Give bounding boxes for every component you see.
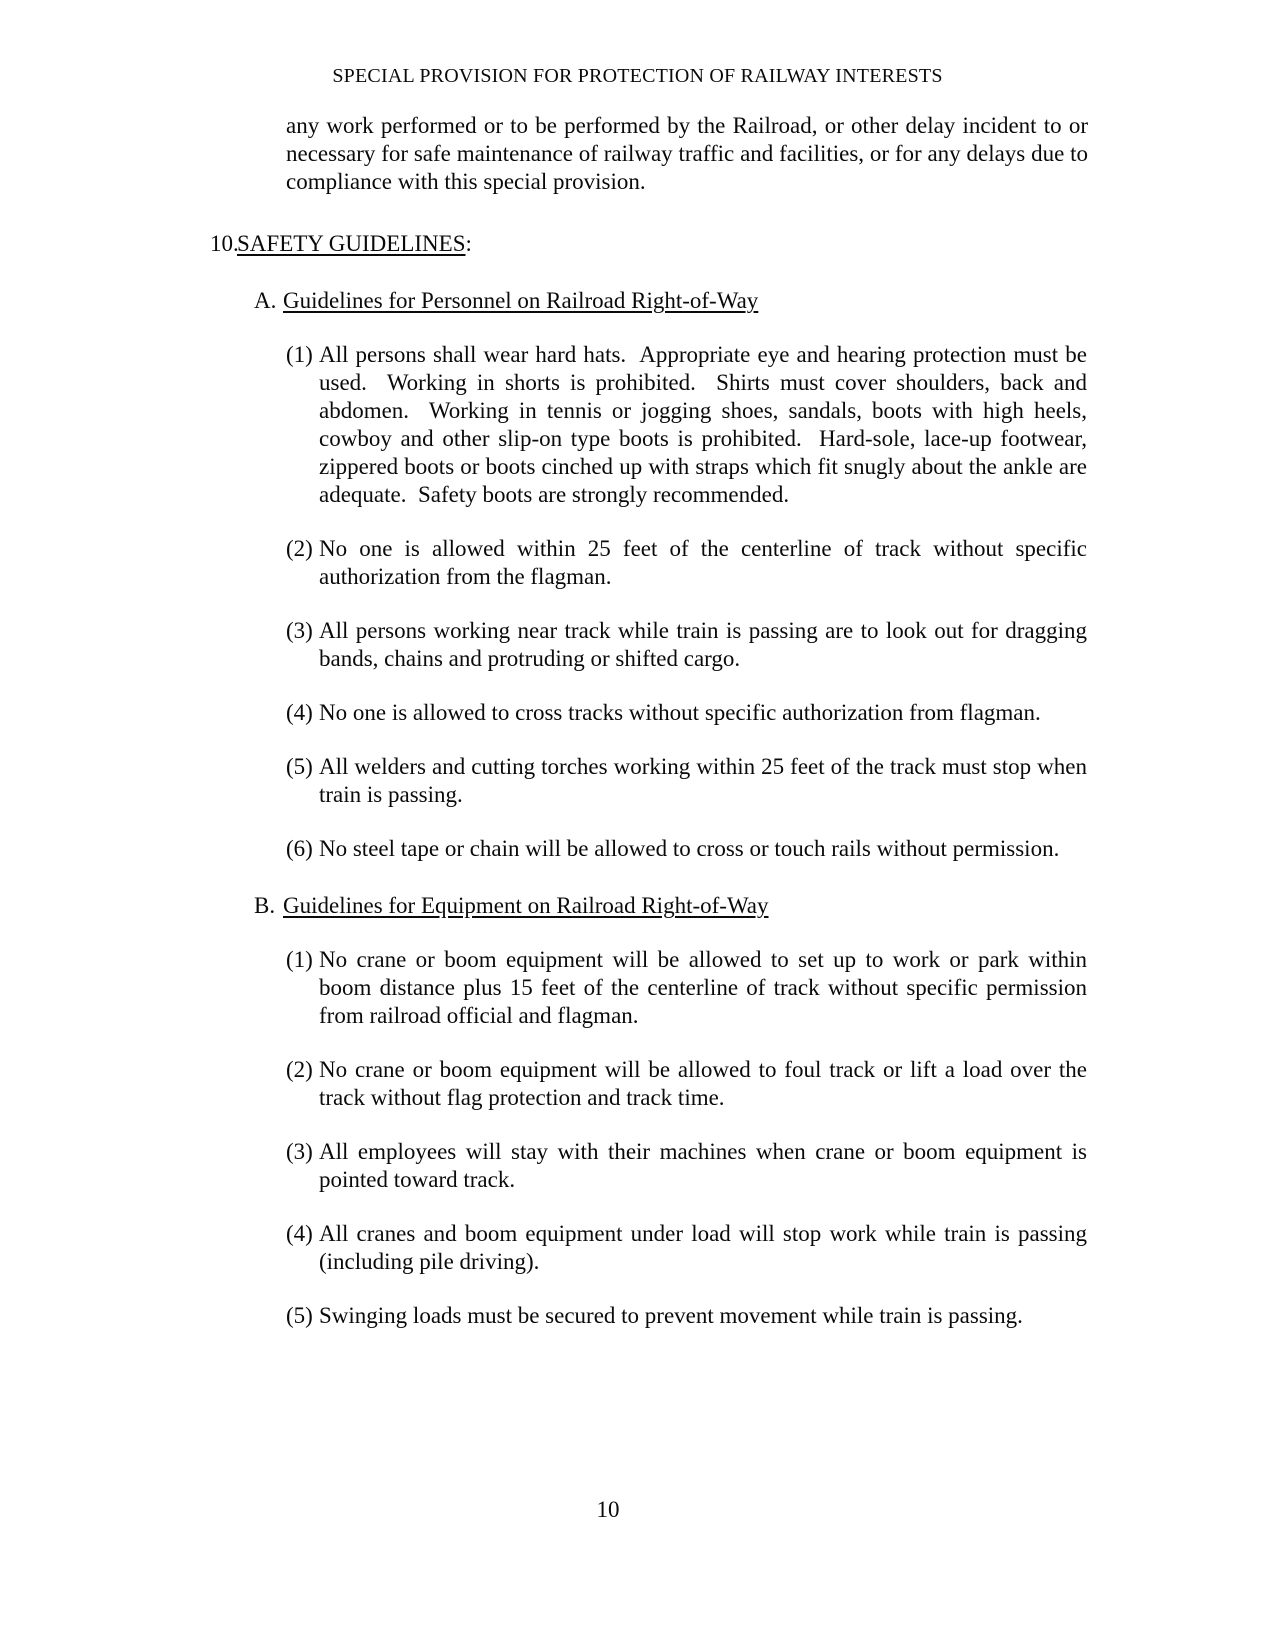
list-item-a5: [286, 753, 1093, 809]
list-item-a4: [286, 699, 1087, 727]
section-b-letter: B.: [254, 893, 276, 918]
document-body: [210, 112, 1094, 1330]
item-marker: (4): [286, 1221, 313, 1246]
item-marker: (5): [286, 754, 313, 779]
item-marker: (3): [286, 618, 313, 643]
section-b-heading: [254, 892, 1088, 920]
list-item-a1: [286, 341, 1093, 509]
item-marker: (1): [286, 947, 313, 972]
list-item-b2: [286, 1056, 1093, 1112]
item-marker: (2): [286, 536, 313, 561]
item-marker: (6): [286, 836, 313, 861]
item-text: No one is allowed within 25 feet of the centerline of track without specific authorization from the flagman.: [319, 536, 1093, 589]
item-text: All cranes and boom equipment under load will stop work while train is passing (including pile driving).: [319, 1221, 1093, 1274]
page-number: 10: [596, 1497, 620, 1522]
page-header-title: SPECIAL PROVISION FOR PROTECTION OF RAILWAY INTERESTS: [332, 65, 943, 87]
section-10-title: SAFETY GUIDELINES: [237, 231, 466, 256]
list-item-a3: [286, 617, 1093, 673]
item-text: Swinging loads must be secured to prevent movement while train is passing.: [319, 1303, 1023, 1328]
item-text: All employees will stay with their machines when crane or boom equipment is pointed toward track.: [319, 1139, 1093, 1192]
list-item-a2: [286, 535, 1093, 591]
section-a-heading: [254, 287, 1088, 315]
item-marker: (3): [286, 1139, 313, 1164]
section-10-heading: [210, 230, 1088, 258]
section-10-colon: :: [465, 231, 472, 256]
section-a-letter: A.: [254, 288, 277, 313]
list-item-b5: [286, 1302, 1087, 1330]
item-marker: (5): [286, 1303, 313, 1328]
item-text: No crane or boom equipment will be allowed to foul track or lift a load over the track without flag protection and track time.: [319, 1057, 1093, 1110]
list-item-b4: [286, 1220, 1093, 1276]
intro-paragraph: any work performed or to be performed by the Railroad, or other delay incident to or necessary for safe maintenance of railway traffic and facilities, or for any delays due to compliance with this special provision.: [286, 113, 1094, 194]
list-item-b3: [286, 1138, 1093, 1194]
section-10-number: 10.: [210, 231, 239, 256]
item-marker: (4): [286, 700, 313, 725]
item-text: All persons working near track while train is passing are to look out for dragging bands, chains and protruding or shifted cargo.: [319, 618, 1093, 671]
item-marker: (2): [286, 1057, 313, 1082]
item-text: All welders and cutting torches working within 25 feet of the track must stop when train is passing.: [319, 754, 1093, 807]
list-item-b1: [286, 946, 1093, 1030]
section-a-title: Guidelines for Personnel on Railroad Right-of-Way: [283, 288, 759, 313]
item-text: No one is allowed to cross tracks without specific authorization from flagman.: [319, 700, 1041, 725]
item-text: No crane or boom equipment will be allowed to set up to work or park within boom distance plus 15 feet of the centerline of track without specific permission from railroad official and flagman.: [319, 947, 1093, 1028]
item-text: All persons shall wear hard hats. Appropriate eye and hearing protection must be used. Working in shorts is prohibited. Shirts must cover shoulders, back and abdomen. Working in tennis or jogging shoes, sandals, boots with high heels, cowboy and other slip-on type boots is prohibited. Hard-sole, lace-up footwear, zippered boots or boots cinched up with straps which fit snugly about the ankle are adequate. Safety boots are strongly recommended.: [319, 342, 1093, 507]
section-b-title: Guidelines for Equipment on Railroad Right-of-Way: [283, 893, 769, 918]
list-item-a6: [286, 835, 1087, 863]
item-text: No steel tape or chain will be allowed to cross or touch rails without permission.: [319, 836, 1060, 861]
item-marker: (1): [286, 342, 313, 367]
